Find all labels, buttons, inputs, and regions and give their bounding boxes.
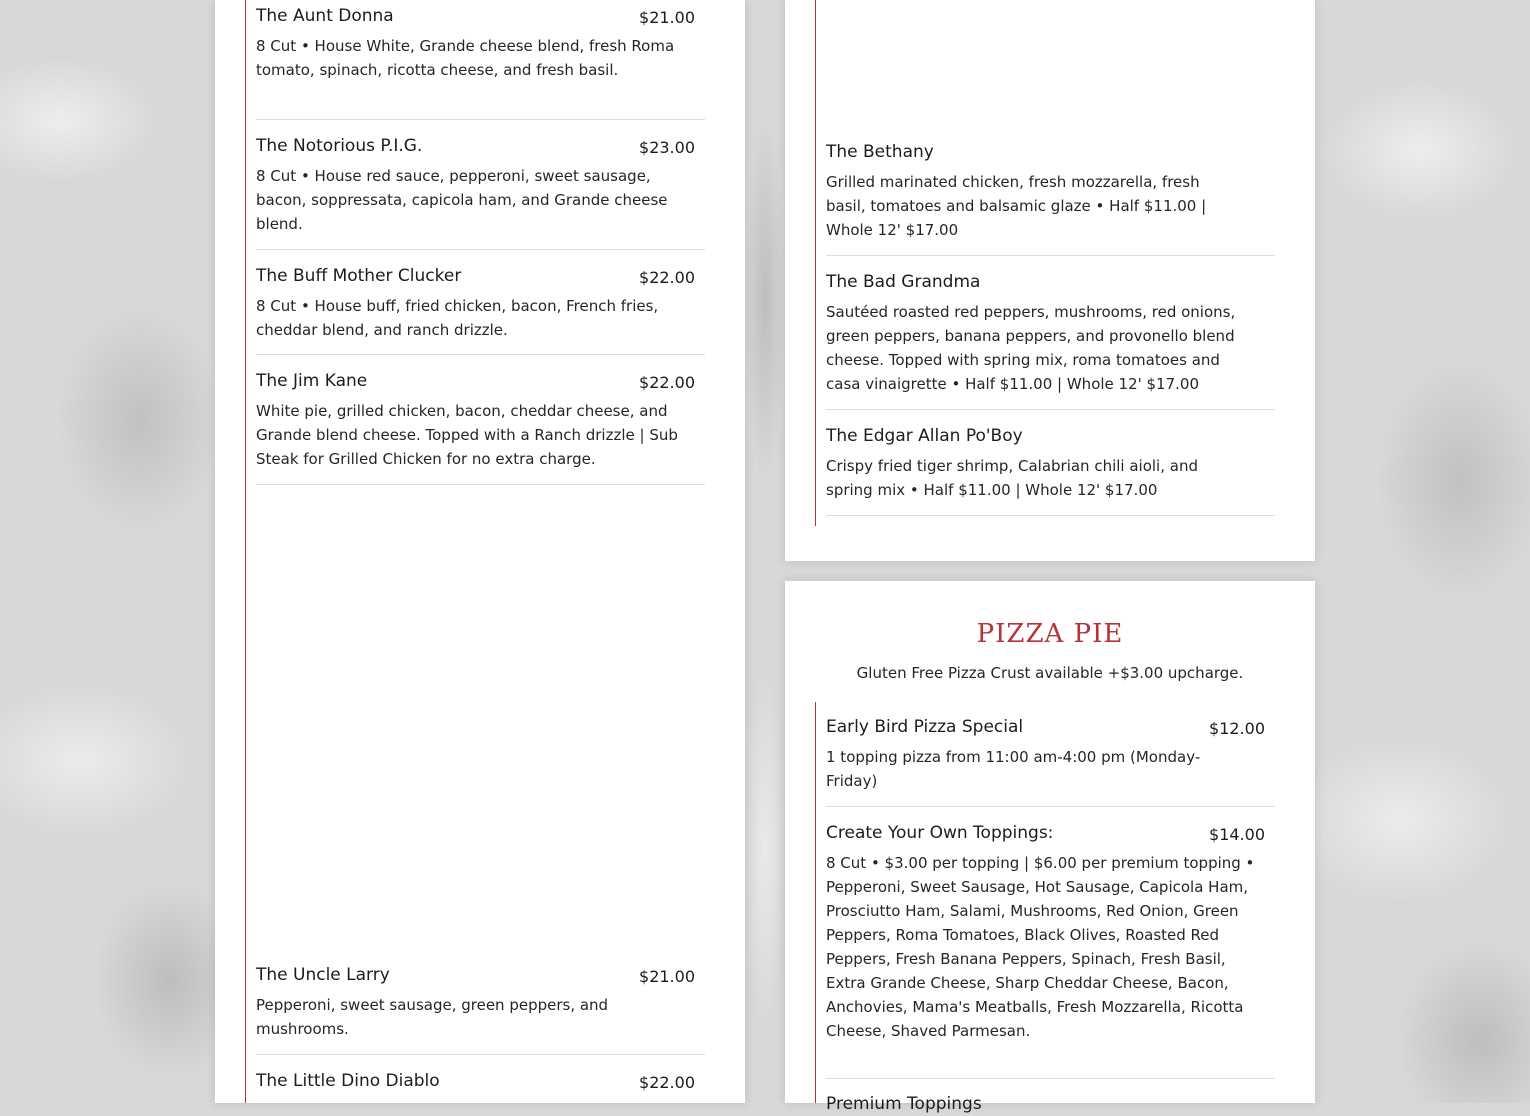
item-name: The Little Dino Diablo: [256, 1071, 440, 1091]
menu-card-right-top: [785, 0, 1315, 561]
item-name: Create Your Own Toppings:: [826, 823, 1054, 843]
item-name: Premium Toppings: [826, 1094, 982, 1114]
item-description: 8 Cut • $3.00 per topping | $6.00 per premium topping • Pepperoni, Sweet Sausage, Hot Sausage, Capicola Ham, Prosciutto Ham, Salami, Mushrooms, Red Onion, Green Peppers, Roma Tomatoes, Black Olives, Roasted Red Peppers, Fresh Banana Peppers, Spinach, Fresh Basil, Extra Grande Cheese, Sharp Cheddar Cheese, Bacon, Anchovies, Mama's Meatballs, Fresh Mozzarella, Ricotta Cheese, Shaved Parmesan.: [826, 854, 1255, 1040]
item-name: The Bad Grandma: [826, 272, 981, 292]
divider: [826, 1078, 1275, 1079]
accent-rail: [245, 0, 246, 1103]
divider: [256, 484, 705, 485]
menu-card-left: [215, 0, 745, 1103]
item-price: $22.00: [639, 1073, 695, 1092]
item-price: $21.00: [639, 967, 695, 986]
divider: [826, 806, 1275, 807]
item-description: 1 topping pizza from 11:00 am-4:00 pm (Monday-Friday): [826, 748, 1201, 790]
divider: [826, 515, 1275, 516]
item-description: 8 Cut • House buff, fried chicken, bacon, French fries, cheddar blend, and ranch drizzle.: [256, 297, 659, 339]
item-price: $22.00: [639, 268, 695, 287]
menu-card-pizza-pie: [785, 581, 1315, 1114]
item-price: $14.00: [1209, 825, 1265, 844]
item-name: The Buff Mother Clucker: [256, 266, 462, 286]
item-name: Early Bird Pizza Special: [826, 717, 1024, 737]
accent-rail: [815, 0, 816, 526]
section-title: PIZZA PIE: [976, 619, 1124, 649]
divider: [826, 409, 1275, 410]
item-name: The Edgar Allan Po'Boy: [826, 426, 1023, 446]
item-description: 8 Cut • House red sauce, pepperoni, sweet sausage, bacon, soppressata, capicola ham, and Grande cheese blend.: [256, 167, 668, 233]
item-name: The Aunt Donna: [256, 6, 394, 26]
item-name: The Uncle Larry: [256, 965, 390, 985]
accent-rail: [815, 702, 816, 1103]
divider: [256, 354, 705, 355]
divider: [826, 255, 1275, 256]
item-price: $22.00: [639, 373, 695, 392]
item-name: The Notorious P.I.G.: [256, 136, 423, 156]
section-note: Gluten Free Pizza Crust available +$3.00 upcharge.: [856, 664, 1244, 682]
item-description: 8 Cut • House White, Grande cheese blend, fresh Roma tomato, spinach, ricotta cheese, and fresh basil.: [256, 37, 675, 79]
item-price: $23.00: [639, 138, 695, 157]
item-description: Pepperoni, sweet sausage, green peppers, and mushrooms.: [256, 996, 609, 1038]
divider: [256, 119, 705, 120]
divider: [256, 249, 705, 250]
item-price: $21.00: [639, 8, 695, 27]
item-name: The Bethany: [826, 142, 934, 162]
item-description: Grilled marinated chicken, fresh mozzarella, fresh basil, tomatoes and balsamic glaze • Half $11.00 | Whole 12' $17.00: [826, 173, 1207, 239]
divider: [256, 1054, 705, 1055]
item-description: Sautéed roasted red peppers, mushrooms, red onions, green peppers, banana peppers, and provonello blend cheese. Topped with spring mix, roma tomatoes and casa vinaigrette • Half $11.00 | Whole 12' $17.00: [826, 303, 1236, 393]
item-price: $12.00: [1209, 719, 1265, 738]
item-description: White pie, grilled chicken, bacon, cheddar cheese, and Grande blend cheese. Topped with a Ranch drizzle | Sub Steak for Grilled Chicken for no extra charge.: [256, 402, 678, 468]
item-name: The Jim Kane: [256, 371, 368, 391]
item-description: Crispy fried tiger shrimp, Calabrian chili aioli, and spring mix • Half $11.00 | Whole 12' $17.00: [826, 457, 1198, 499]
